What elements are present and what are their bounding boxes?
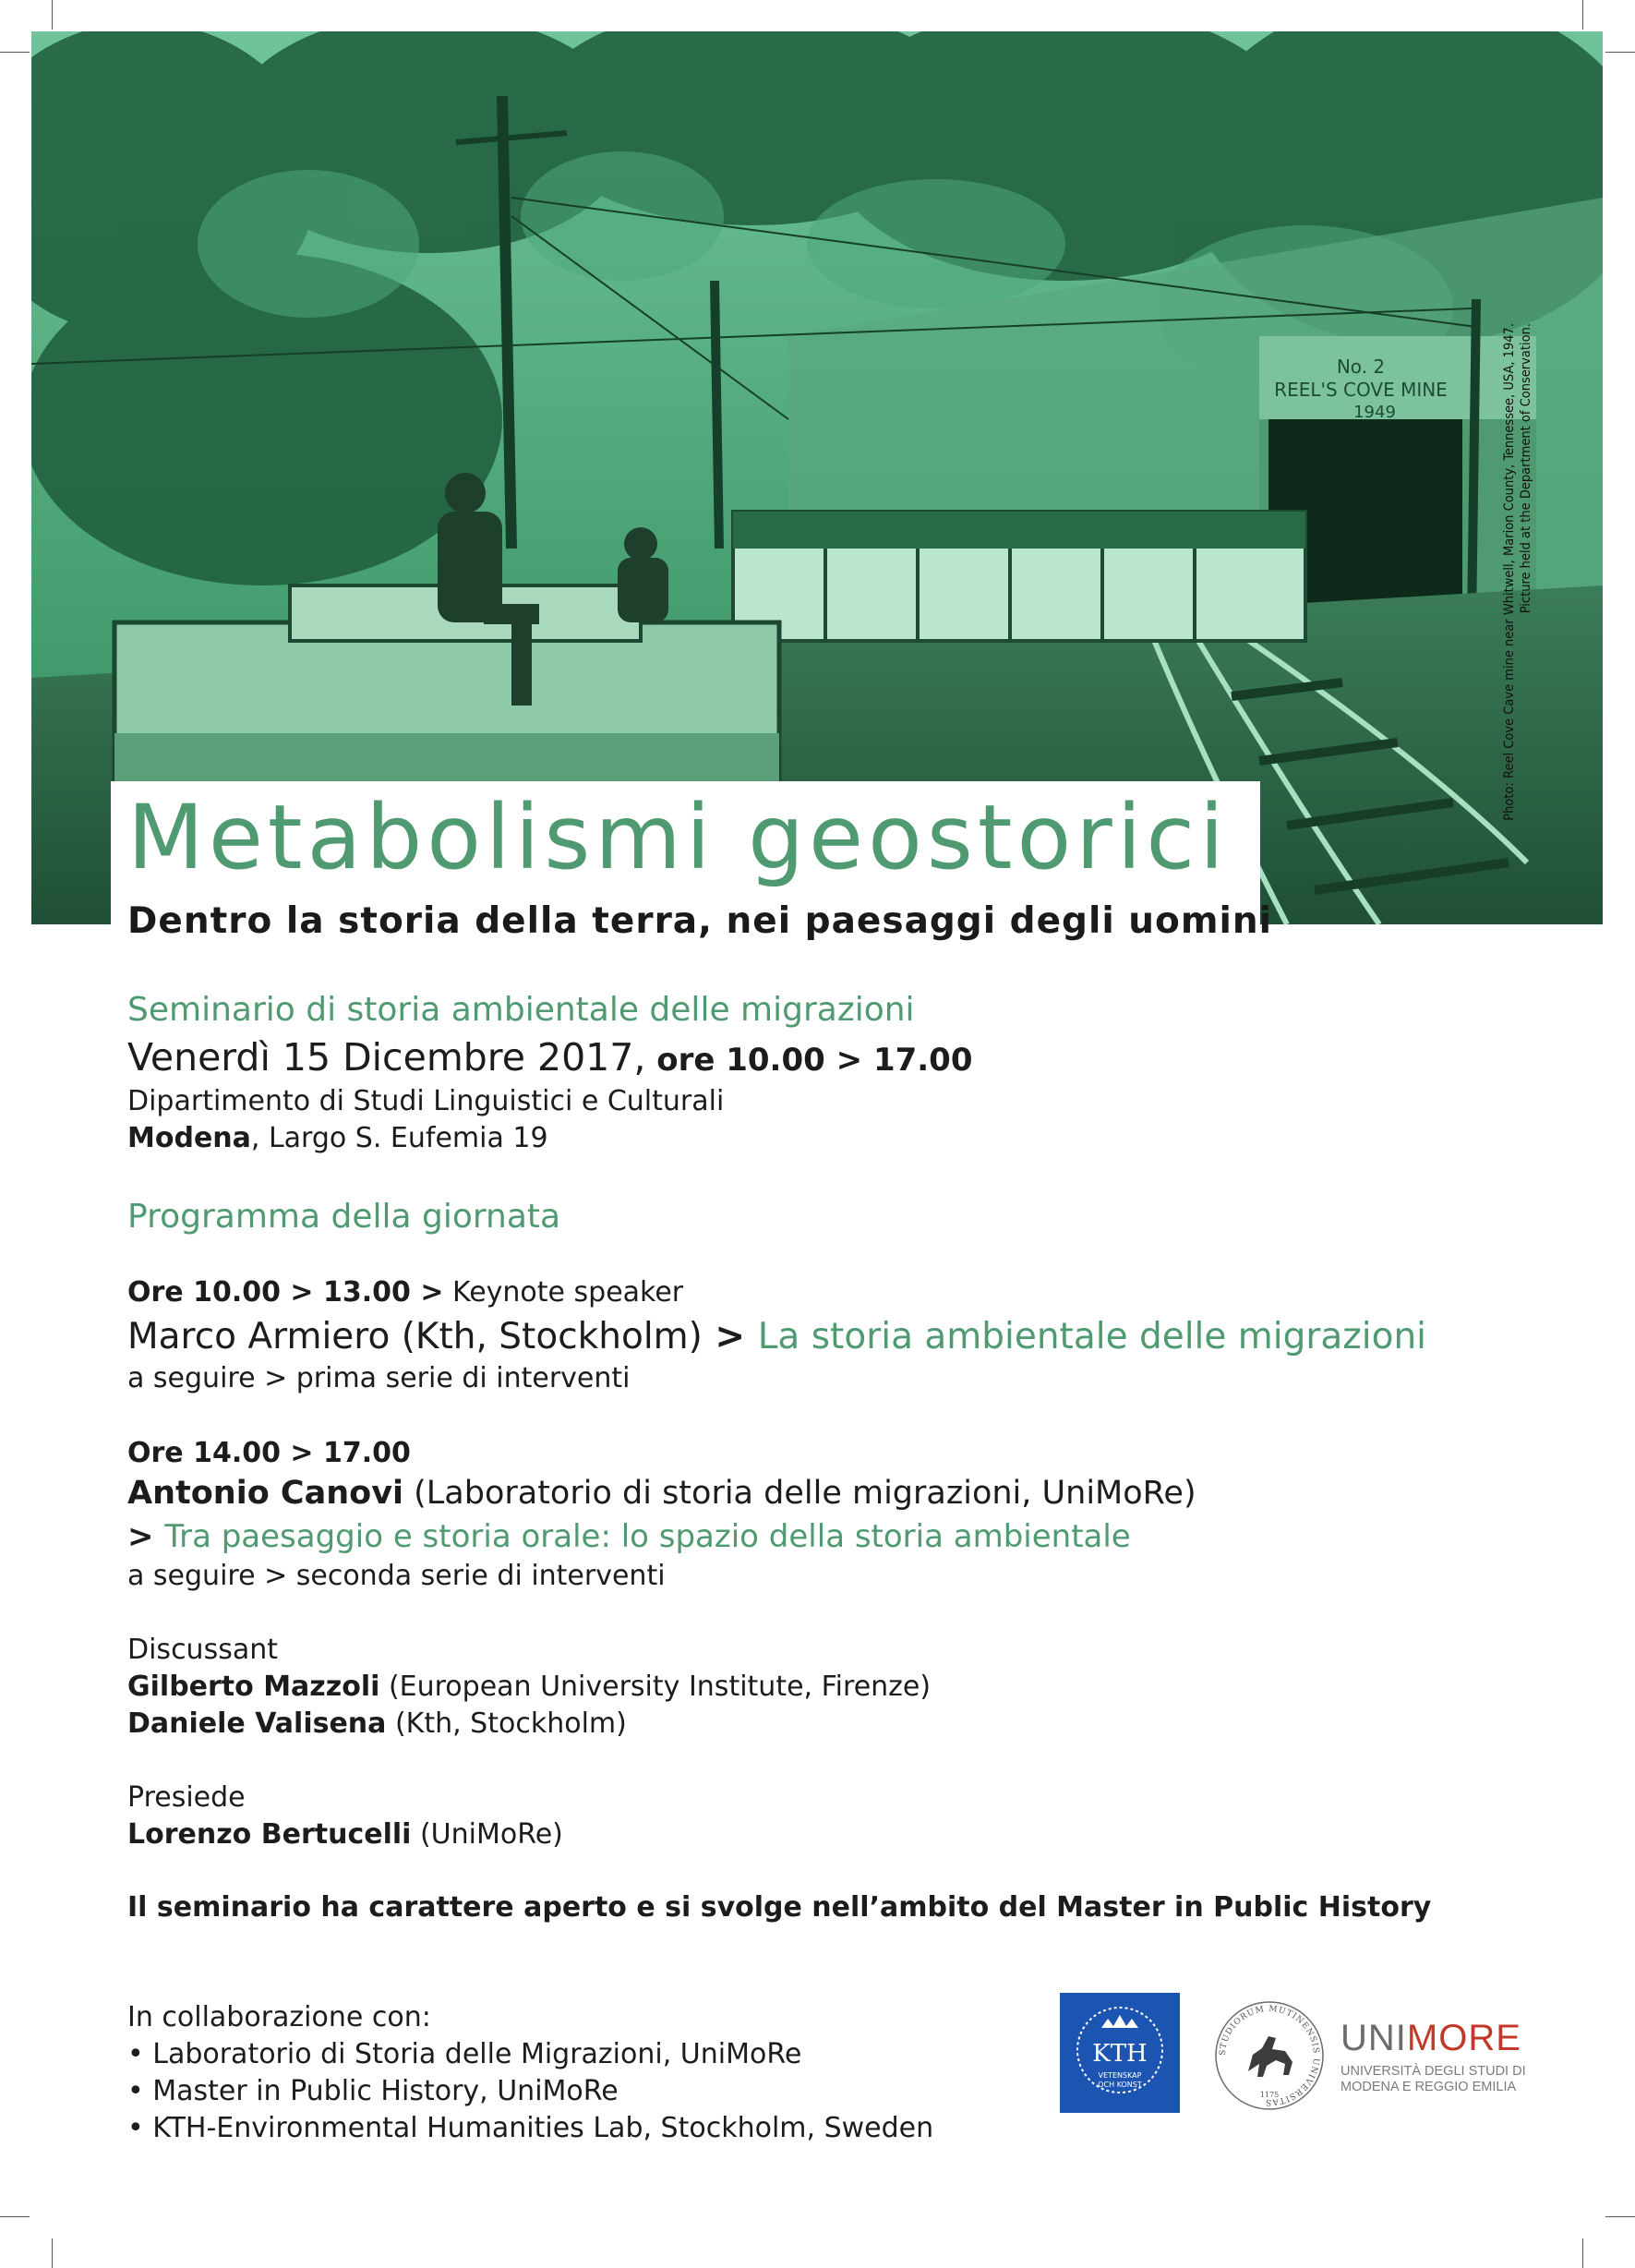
crop-mark-top-right-h bbox=[1605, 52, 1635, 53]
event-department: Dipartimento di Studi Linguistici e Culturali bbox=[127, 1085, 725, 1117]
session2-speaker-line bbox=[127, 1472, 1196, 1514]
photo-credit-line-1: Photo: Reel Cove Cave mine near Whitwell, Marion County, Tennessee, USA, 1947. bbox=[1502, 323, 1517, 821]
unimore-wordmark bbox=[1340, 2018, 1526, 2095]
unimore-seal bbox=[1211, 1997, 1328, 2114]
collaboration-item: • Master in Public History, UniMoRe bbox=[127, 2075, 619, 2107]
session1-speaker: Marco Armiero (Kth, Stockholm) bbox=[127, 1316, 703, 1357]
discussant-1-name: Gilberto Mazzoli bbox=[127, 1671, 380, 1703]
crop-mark-bottom-left-v bbox=[52, 2238, 53, 2268]
kth-logo-text: KTH bbox=[1092, 2040, 1148, 2068]
session1-followup: a seguire > prima serie di interventi bbox=[127, 1362, 631, 1394]
kth-logo bbox=[1060, 1993, 1180, 2113]
unimore-name-uni: UNI bbox=[1340, 2018, 1407, 2058]
session1-talk-line bbox=[127, 1313, 1426, 1361]
event-date: Venerdì 15 Dicembre 2017, bbox=[127, 1035, 646, 1080]
session2-talk: Tra paesaggio e storia orale: lo spazio della storia ambientale bbox=[164, 1518, 1131, 1555]
discussant-heading: Discussant bbox=[127, 1634, 278, 1666]
event-location bbox=[127, 1120, 548, 1157]
crop-mark-bottom-right-h bbox=[1605, 2216, 1635, 2217]
discussant-1-affil: (European University Institute, Firenze) bbox=[379, 1671, 932, 1703]
sign-line-2: REEL'S COVE MINE bbox=[1274, 379, 1448, 401]
session1-kind: Keynote speaker bbox=[443, 1276, 684, 1309]
page-title: Metabolismi geostorici bbox=[127, 786, 1229, 889]
programme-heading: Programma della giornata bbox=[127, 1198, 561, 1236]
horse-rider-figure bbox=[1248, 2036, 1292, 2077]
event-city: Modena bbox=[127, 1122, 251, 1154]
chair-name: Lorenzo Bertucelli bbox=[127, 1818, 412, 1851]
session2-talk-line bbox=[127, 1515, 1131, 1558]
photo-credit-line-2: Picture held at the Department of Conservation. bbox=[1519, 323, 1533, 614]
chair-affil: (UniMoRe) bbox=[411, 1818, 563, 1851]
unimore-name bbox=[1340, 2018, 1526, 2058]
crop-mark-bottom-right-v bbox=[1582, 2238, 1583, 2268]
kth-logo-sub-2: OCH KONST bbox=[1098, 2081, 1142, 2089]
page-subtitle: Dentro la storia della terra, nei paesaggi degli uomini bbox=[127, 900, 1272, 942]
collaboration-item: • Laboratorio di Storia delle Migrazioni, UniMoRe bbox=[127, 2038, 802, 2070]
seal-year: 1175 bbox=[1259, 2091, 1280, 2099]
event-date-line bbox=[127, 1032, 973, 1085]
session1-time: Ore 10.00 > 13.00 > bbox=[127, 1276, 444, 1309]
unimore-name-more: MORE bbox=[1406, 2018, 1521, 2058]
discussant-2-affil: (Kth, Stockholm) bbox=[386, 1707, 627, 1740]
chair-person bbox=[127, 1816, 563, 1853]
crop-mark-bottom-left-h bbox=[0, 2216, 30, 2217]
event-time: ore 10.00 > 17.00 bbox=[645, 1042, 973, 1079]
kth-logo-sub-1: VETENSKAP bbox=[1098, 2071, 1142, 2080]
event-address: , Largo S. Eufemia 19 bbox=[250, 1122, 548, 1154]
session2-speaker-affil: (Laboratorio di storia delle migrazioni, UniMoRe) bbox=[403, 1475, 1196, 1512]
session2-followup: a seguire > seconda serie di interventi bbox=[127, 1560, 666, 1592]
mine-cars bbox=[733, 512, 1305, 641]
crop-mark-top-left-h bbox=[0, 52, 30, 53]
seal-ring-text: STUDIORUM MUTINENSIS UNIVERSITAS bbox=[1218, 2004, 1321, 2107]
sign-line-3: 1949 bbox=[1353, 403, 1396, 422]
session1-time-line bbox=[127, 1274, 683, 1311]
seminar-note: Il seminario ha carattere aperto e si svolge nell’ambito del Master in Public History bbox=[127, 1891, 1432, 1924]
chair-heading: Presiede bbox=[127, 1781, 246, 1814]
seal-icon bbox=[1211, 1997, 1328, 2114]
sign-line-1: No. 2 bbox=[1336, 356, 1386, 378]
session1-talk: La storia ambientale delle migrazioni bbox=[757, 1316, 1427, 1357]
kth-crown-icon bbox=[1060, 1993, 1180, 2113]
crop-mark-top-left-v bbox=[52, 0, 53, 30]
photo-credit bbox=[1501, 323, 1534, 896]
discussant-1 bbox=[127, 1669, 931, 1706]
crop-mark-top-right-v bbox=[1582, 0, 1583, 30]
session2-time: Ore 14.00 > 17.00 bbox=[127, 1437, 411, 1469]
session1-arrow: > bbox=[702, 1316, 758, 1357]
unimore-sub-2: MODENA E REGGIO EMILIA bbox=[1340, 2080, 1517, 2094]
session2-arrow: > bbox=[127, 1518, 165, 1555]
discussant-2-name: Daniele Valisena bbox=[127, 1707, 387, 1740]
unimore-sub-1: UNIVERSITÀ DEGLI STUDI DI bbox=[1340, 2064, 1526, 2079]
session2-speaker-name: Antonio Canovi bbox=[127, 1475, 404, 1512]
collaboration-heading: In collaborazione con: bbox=[127, 2001, 431, 2033]
collaboration-item: • KTH-Environmental Humanities Lab, Stockholm, Sweden bbox=[127, 2112, 934, 2144]
seminar-title: Seminario di storia ambientale delle migrazioni bbox=[127, 991, 915, 1029]
discussant-2 bbox=[127, 1706, 627, 1743]
